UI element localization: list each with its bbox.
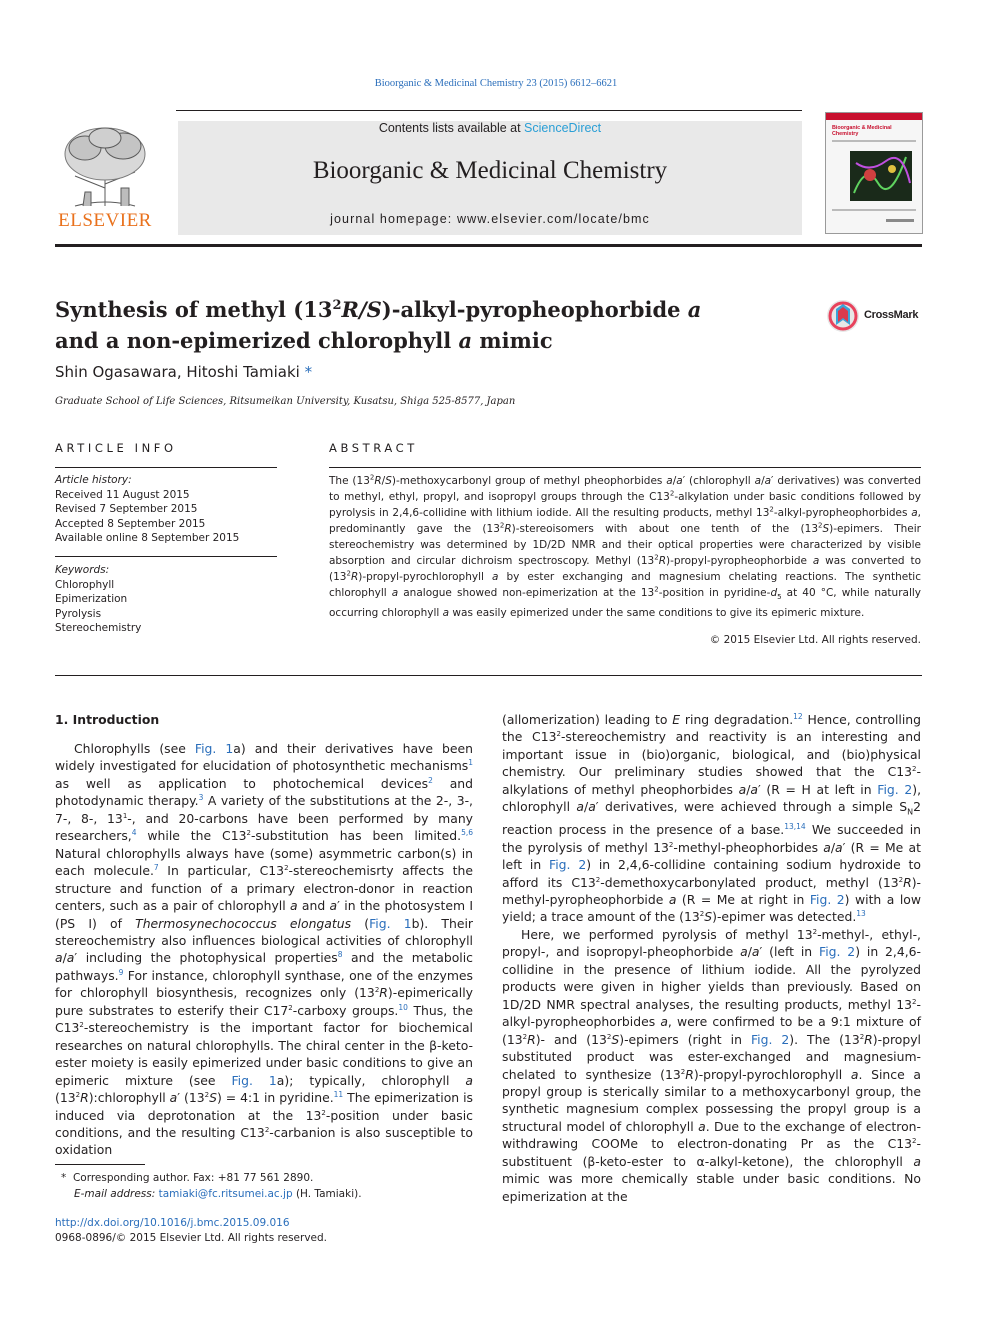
article-info-heading: ARTICLE INFO <box>55 441 177 455</box>
article-history <box>55 473 277 546</box>
history-accepted: Accepted 8 September 2015 <box>55 517 206 530</box>
footnote-rule <box>55 1164 145 1165</box>
history-received: Received 11 August 2015 <box>55 488 190 501</box>
history-revised: Revised 7 September 2015 <box>55 503 198 515</box>
sciencedirect-link[interactable]: ScienceDirect <box>524 121 602 135</box>
keyword-list <box>55 563 277 636</box>
masthead-thick-rule <box>55 244 922 247</box>
article-info-rule <box>55 467 277 468</box>
abstract-copyright: © 2015 Elsevier Ltd. All rights reserved. <box>709 634 921 646</box>
elsevier-wordmark: ELSEVIER <box>58 210 152 231</box>
section-rule <box>55 675 922 676</box>
journal-homepage: journal homepage: www.elsevier.com/locate/bmc <box>330 212 650 226</box>
history-label: Article history: <box>55 474 132 486</box>
doi-link[interactable]: http://dx.doi.org/10.1016/j.bmc.2015.09.016 <box>55 1217 290 1229</box>
keyword-item: Pyrolysis <box>55 607 102 620</box>
abstract-text: The $(13^2R/S)$-methoxycarbonyl group of methyl pheophorbides a/a′ (chlorophyll a/a′ derivatives) was converted to methyl, ethyl, propyl, and isopropyl groups through the $C13^2$-alkylation under basic conditions followed by pyrolysis in 2,4,6-collidine with lithium iodide. All the resulting products, methyl $13^2-alkyl$-pyropheophorbides a, predominantly gave the $(13^2R)$-stereoisomers with about one tenth of the $(13^2S)$-epimers. Their stereochemistry was determined by 1D/2D NMR and their optical properties were characterized by visible absorption and circular dichroism spectroscopy. Methyl $(13^2R)-propyl$-pyropheophorbide a was converted to $(13^2R)-propyl$-pyrochlorophyll a by ester exchanging and magnesium chelating reactions. The synthetic chlorophyll a analogue showed non-epimerization at the $13^2$-position in pyridine-$d_5$ at 40 °C, while naturally occurring chlorophyll a was easily epimerized under the same conditions to give its epimeric mixture. <box>329 473 922 620</box>
journal-cover-thumbnail[interactable] <box>825 112 923 234</box>
corresponding-author-footnote: * Corresponding author. Fax: +81 77 561 2890. E-mail address: tamiaki@fc.ritsumei.ac.jp (H. Tamiaki). <box>61 1172 362 1200</box>
body-column-left: Chlorophylls (see Fig. 1a) and their derivatives have been widely investigated for elucidation of photosynthetic mechanisms$^1$ as well as application to photochemical devices$^2$ and photodynamic therapy.$^3$ A variety of the substitutions at the 2-, 3-, 7-, 8-, $13^1-$, and 20-carbons have been performed by many researchers,$^4$ while the $C13^2$-substitution has been limited.$^{5,6}$ Natural chlorophylls always have (some) asymmetric carbon(s) in each molecule.$^7$ In particular, $C13^2$-stereochemisrty affects the structure and function of a primary electron-donor in reaction centers, such as a pair of chlorophyll a and a′ in the photosystem I (PS I) of Thermosynechococcus elongatus (Fig. 1b). Their stereochemistry also influences biological activities of chlorophyll a/a′ including the photophysical properties$^8$ and the metabolic pathways.$^9$ For instance, chlorophyll synthase, one of the enzymes for chlorophyll biosynthesis, recognizes only $(13^2R)$-epimerically pure substrates to esterify their $C17^2$-carboxy groups.$^{10}$ Thus, the $C13^2$-stereochemistry is the important factor for biochemical researches on natural chlorophylls. The chiral center in the β-keto-ester moiety is easily epimerized under basic conditions to give an epimeric mixture (see Fig. 1a); typically, chlorophyll a $(13^2R):chlorophyll$ a′ $(13^2S)$ = 4:1 in pyridine.$^{11}$ The epimerization is induced via deprotonation at the $13^2$-position under basic conditions, and the resulting $C13^2$-carbanion is also susceptible to oxidation <box>55 741 474 1158</box>
contents-line: Contents lists available at ScienceDirect <box>378 121 602 135</box>
author-affiliation: Graduate School of Life Sciences, Ritsumeikan University, Kusatsu, Shiga 525-8577, Japan <box>55 396 516 407</box>
introduction-heading: 1. Introduction <box>55 712 160 727</box>
journal-name: Bioorganic & Medicinal Chemistry <box>312 157 668 184</box>
issn-line: 0968-0896/© 2015 Elsevier Ltd. All rights reserved. <box>55 1232 328 1244</box>
abstract-heading: ABSTRACT <box>329 441 418 455</box>
abstract-rule <box>329 467 921 468</box>
article-info-rule-2 <box>55 556 277 557</box>
keyword-item: Chlorophyll <box>55 578 115 591</box>
author-email-link[interactable]: tamiaki@fc.ritsumei.ac.jp <box>158 1188 293 1200</box>
history-online: Available online 8 September 2015 <box>55 532 240 544</box>
homepage-url[interactable]: www.elsevier.com/locate/bmc <box>456 212 650 226</box>
svg-text:Chemistry: Chemistry <box>832 131 859 137</box>
keyword-item: Stereochemistry <box>55 622 142 634</box>
header-rule <box>176 110 802 111</box>
corresponding-author-mark[interactable]: * <box>304 363 313 381</box>
body-column-right: (allomerization) leading to E ring degradation.$^{12}$ Hence, controlling the $C13^2$-stereochemistry and reactivity is an interesting and important issue in (bio)organic, biological, and (bio)physical chemistry. Our preliminary studies showed that the $C13^2$-alkylations of methyl pheophorbides a/a′ (R = H at left in Fig. 2), chlorophyll a/a′ derivatives, were achieved through a simple $S_N2$ reaction process in the presence of a base.$^{13,14}$ We succeeded in the pyrolysis of methyl $13^2-methyl$-pheophorbides a/a′ (R = Me at left in Fig. 2) in 2,4,6-collidine containing sodium hydroxide to afford its $C13^2$-demethoxycarbonylated product, methyl $(13^2R)-methyl$-pyropheophorbide a (R = Me at right in Fig. 2) with a low yield; a trace amount of the $(13^2S)$-epimer was detected.$^{13}$ Here, we performed pyrolysis of methyl $13^2-methyl-$, ethyl-, propyl-, and isopropyl-pheophorbide a/a′ (left in Fig. 2) in 2,4,6-collidine in the presence of lithium iodide. All the pyrolyzed products were given in higher yields than previously. Based on 1D/2D NMR spectral analyses, the resulting products, methyl $13^2-alkyl$-pyropheophorbides a, were confirmed to be a 9:1 mixture of $(13^2R)-$ and $(13^2S)$-epimers (right in Fig. 2). The $(13^2R)$-propyl substituted product was ester-exchanged and magnesium-chelated to synthesize $(13^2R)-propyl$-pyrochlorophyll a. Since a propyl group is sterically similar to a methoxycarbonyl group, the synthetic magnesium complex possessing the propyl group is a structural model of chlorophyll a. Due to the exchange of electron-withdrawing COOMe to electron-donating Pr as the $C13^2$-substituent (β-keto-ester to α-alkyl-ketone), the chlorophyll a mimic was more chemically stable under basic conditions. No epimerization at the <box>502 711 922 1204</box>
footnote-star: * <box>61 1172 73 1184</box>
doi-block <box>55 1216 327 1246</box>
keyword-item: Epimerization <box>55 593 128 605</box>
article-title: Synthesis of methyl $(13^2R/S)-alkyl$-pyropheophorbide a and a non-epimerized chlorophyll a mimic <box>55 297 702 353</box>
keywords-label: Keywords: <box>55 564 110 576</box>
svg-text:Bioorganic & Medicinal: Bioorganic & Medicinal <box>832 125 892 131</box>
crossmark-label[interactable]: CrossMark <box>864 309 919 321</box>
journal-citation[interactable]: Bioorganic & Medicinal Chemistry 23 (2015) 6612–6621 <box>374 78 618 89</box>
author-list: Shin Ogasawara, Hitoshi Tamiaki * <box>55 363 313 381</box>
